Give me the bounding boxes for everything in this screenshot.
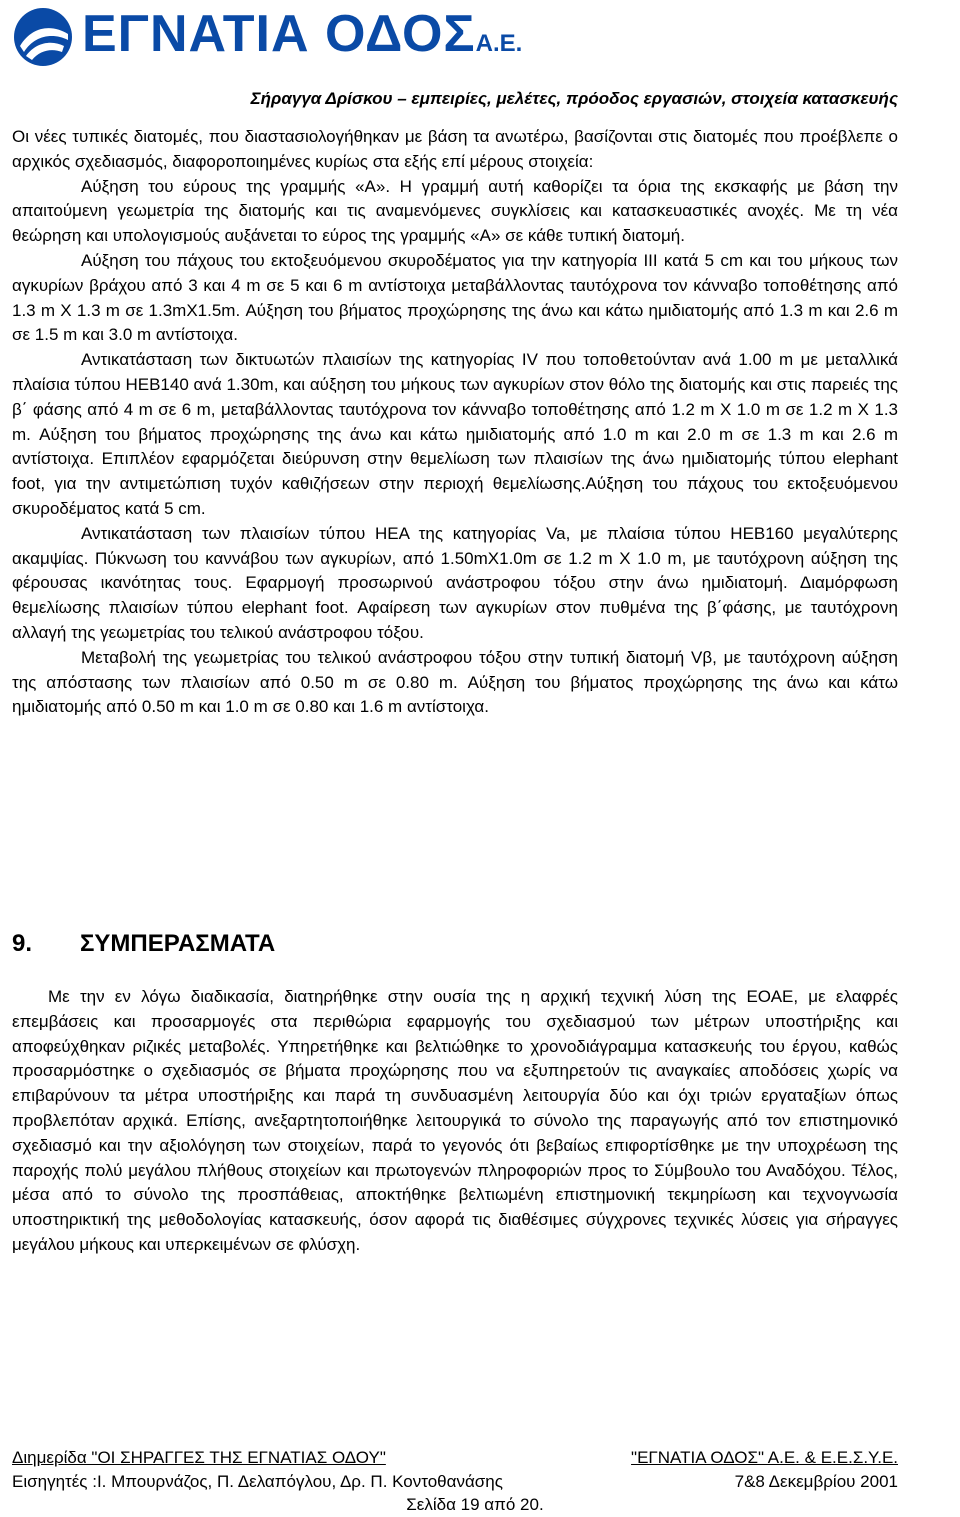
section-number: 9. — [12, 930, 33, 957]
logo-emblem-icon — [12, 6, 74, 68]
conclusions-text — [12, 985, 898, 1258]
footer-row-1 — [12, 1446, 898, 1470]
running-title: Σήραγγα Δρίσκου – εμπειρίες, μελέτες, πρόοδος εργασιών, στοιχεία κατασκευής — [250, 89, 898, 108]
section-heading — [12, 930, 275, 958]
intro-paragraph: Οι νέες τυπικές διατομές, που διαστασιολογήθηκαν με βάση τα ανωτέρω, βασίζονται στις διατομές που προέβλεπε ο αρχικός σχεδιασμός, διαφοροποιημένες κυρίως στα εξής επί μέρους στοιχεία: — [12, 127, 898, 171]
paragraph-line-a: Αύξηση του εύρους της γραμμής «Α». Η γραμμή αυτή καθορίζει τα όρια της εκσκαφής με βάση την απαιτούμενη γεωμετρία της διατομής και τις αναμενόμενες συγκλίσεις και κατασκευαστικές ανοχές. Με τη νέα θεώρηση και υπολογισμούς αυξάνεται το εύρος της γραμμής «Α» σε κάθε τυπική διατομή. — [12, 176, 898, 246]
paragraph-category-va: Αντικατάσταση των πλαισίων τύπου ΗΕΑ της κατηγορίας Va, με πλαίσια τύπου ΗΕΒ160 μεγαλύτερης ακαμψίας. Πύκνωση του καννάβου των αγκυρίων, από 1.50mX1.0m σε 1.2 m X 1.0 m, με ταυτόχρονη αύξηση της φέρουσας ικανότητας τους. Εφαρμογή προσωρινού ανάστροφου τόξου στην άνω ημιδιατομή. Διαμόρφωση θεμελίωσης πλαισίων τύπου elephant foot. Αφαίρεση των αγκυρίων στον πυθμένα της β΄φάσης, με ταυτόχρονη αλλαγή της γεωμετρίας του τελικού ανάστροφου τόξου. — [12, 523, 898, 642]
paragraph-category-iv: Αντικατάσταση των δικτυωτών πλαισίων της κατηγορίας IV που τοποθετούνταν ανά 1.00 m με μεταλλικά πλαίσια τύπου ΗΕΒ140 ανά 1.30m, και αύξηση του μήκους των αγκυρίων στον θόλο της διατομής και στις παρειές της β΄ φάσης από 4 m σε 6 m, μεταβάλλοντας ταυτόχρονα τον κάνναβο τοποθέτησης από 1.2 m X 1.0 m σε 1.2 m X 1.3 m. Αύξηση του βήματος προχώρησης της άνω και κάτω ημιδιατομής από 1.0 m και 2.0 m σε 1.3 m και 2.6 m αντίστοιχα. Επιπλέον εφαρμόζεται διεύρυνση στην θεμελίωση των πλαισίων της άνω ημιδιατομής τύπου elephant foot, για την αντιμετώπιση τυχόν καθιζήσεων στην περιοχή θεμελίωσης.Αύξηση του πάχους του εκτοξευόμενου σκυροδέματος κατά 5 cm. — [12, 350, 898, 518]
footer-authors: Εισηγητές :Ι. Μπουρνάζος, Π. Δελαπόγλου, Δρ. Π. Κοντοθανάσης — [12, 1471, 503, 1491]
conclusions-paragraph: Με την εν λόγω διαδικασία, διατηρήθηκε στην ουσία της η αρχική τεχνική λύση της ΕΟΑΕ, με ελαφρές επεμβάσεις και προσαρμογές στα περιθώρια εφαρμογής του σχεδιασμού των μέτρων υποστήριξης και αποφεύχθηκαν ριζικές μεταβολές. Υπηρετήθηκε και βελτιώθηκε το χρονοδιάγραμμα κατασκευής του έργου, καθώς προσαρμόστηκε ο σχεδιασμός σε βήματα προχώρησης που να εξυπηρετούν τις αναγκαίες αποδόσεις χωρίς να επιβαρύνουν τα μέτρα υποστήριξης και παρά τη συνδυασμένη λειτουργία δύο και όχι τριών εργαταξίων όπως προβλεπόταν αρχικά. Επίσης, ανεξαρτητοποιήθηκε λειτουργικά το σύνολο της παραγωγής από τον επιστημονικό σχεδιασμό και την αξιολόγηση των στοιχείων, παρά το γεγονός ότι βεβαίως επιφορτίσθηκε με την υποχρέωση της παροχής πολύ μεγάλου πλήθους στοιχείων και πρωτογενών πληροφοριών προς το Σύμβουλο του Αναδόχου. Τέλος, μέσα από το σύνολο της προσπάθειας, αποκτήθηκε βελτιωμένη επιστημονική τεκμηρίωση και τεχνογνωσία υποστηρικτική της μεθοδολογίας κατασκευής, όσον αφορά τις διαθέσιμες σύγχρονες τεχνικές λύσεις για σήραγγες μεγάλου μήκους και υπερκειμένων σε φλύσχη. — [12, 987, 898, 1254]
page-number: Σελίδα 19 από 20. — [406, 1495, 544, 1514]
paragraph-category-iii: Αύξηση του πάχους του εκτοξευόμενου σκυροδέματος για την κατηγορία ΙΙΙ κατά 5 cm και του μήκους των αγκυρίων βράχου από 3 και 4 m σε 5 και 6 m αντίστοιχα μεταβάλλοντας ταυτόχρονα τον κάνναβο τοποθέτησης από 1.3 m X 1.3 m σε 1.3mX1.5m. Αύξηση του βήματος προχώρησης της άνω και κάτω ημιδιατομής από 1.3 m και 2.6 m σε 1.5 m και 3.0 m αντίστοιχα. — [12, 250, 898, 345]
company-logo — [12, 5, 523, 66]
footer-row-2 — [12, 1470, 898, 1494]
section-title: ΣΥΜΠΕΡΑΣΜΑΤΑ — [80, 930, 276, 957]
footer-organizer: "ΕΓΝΑΤΙΑ ΟΔΟΣ" Α.Ε. & Ε.Ε.Σ.Υ.Ε. — [631, 1448, 898, 1467]
body-text — [12, 125, 898, 720]
page-footer — [12, 1446, 898, 1517]
footer-event: Διημερίδα "ΟΙ ΣΗΡΑΓΓΕΣ ΤΗΣ ΕΓΝΑΤΙΑΣ ΟΔΟΥ" — [12, 1448, 386, 1467]
footer-date: 7&8 Δεκεμβρίου 2001 — [734, 1471, 898, 1491]
paragraph-category-vb: Μεταβολή της γεωμετρίας του τελικού ανάστροφου τόξου στην τυπική διατομή Vβ, με ταυτόχρονη αύξηση της απόστασης των πλαισίων από 0.50 m σε 0.80 m. Αύξηση του βήματος προχώρησης της άνω και κάτω ημιδιατομής από 0.50 m και 1.0 m σε 0.80 και 1.6 m αντίστοιχα. — [12, 647, 898, 717]
logo-wordmark: ΕΓΝΑΤΙΑ ΟΔΟΣΑ.Ε. — [82, 5, 523, 63]
